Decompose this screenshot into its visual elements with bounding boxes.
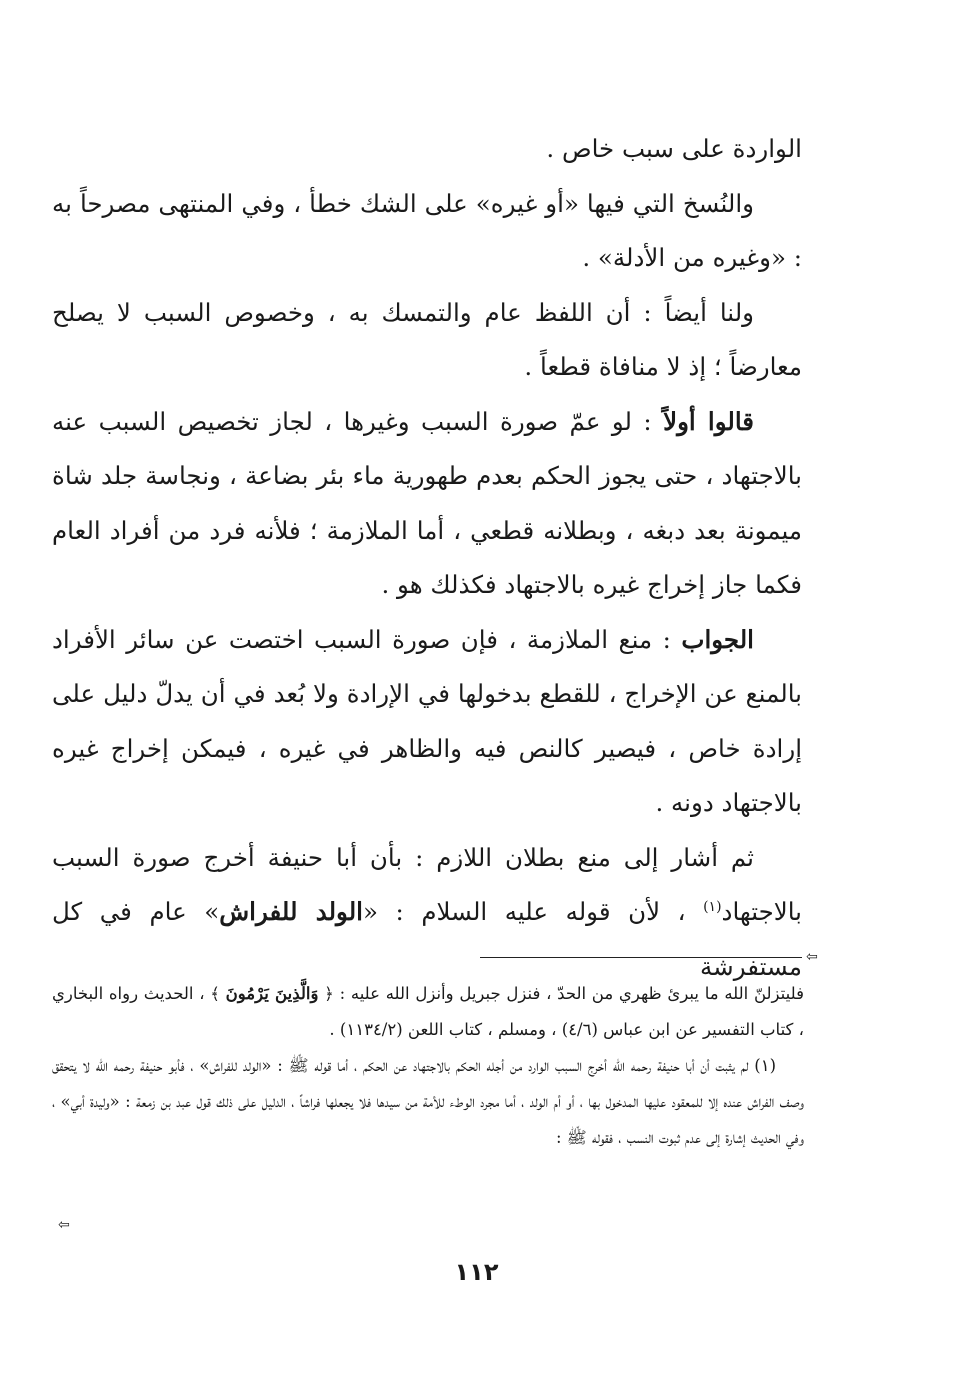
paragraph-4	[52, 395, 802, 613]
separator-line	[480, 957, 802, 958]
paragraph-text: : لو عمّ صورة السبب وغيرها ، لجاز تخصيص السبب عنه بالاجتهاد ، حتى يجوز الحكم بعدم طهورية ماء بئر بضاعة ، ونجاسة جلد شاة ميمونة بعد دبغه ، وبطلانه قطعي ، أما الملازمة ؛ فلأنه فرد من أفراد العام فكما جاز إخراج غيره بالاجتهاد فكذلك هو .	[52, 406, 802, 599]
footnote-text: (١) لم يثبت أن أبا حنيفة رحمه الله أخرج السبب الوارد من أجله الحكم بالاجتهاد عن الحكم ، أما قوله ﷺ : «الولد للفراش» ، فأبو حنيفة رحمه الله لا يتحقق وصف الفراش عنده إلا للمعقود عليها المدخول بها ، أو أم الولد ، أما مجرد الوطء للأمة من سيدها فلا يجعلها فراشاً ، الدليل على ذلك قول عبد بن زمعة : «وليدة أبي» ، وفي الحديث إشارة إلى عدم ثبوت النسب ، فقوله ﷺ :	[52, 1056, 804, 1147]
footnote-ref-1: (١)	[703, 898, 722, 915]
paragraph-text: ، لأن قوله عليه السلام : «	[362, 897, 704, 926]
footnotes	[52, 976, 804, 1156]
continuation-arrow-icon: ⇦	[58, 1217, 70, 1233]
paragraph-2	[52, 177, 802, 286]
paragraph-text: » عام في كل مستفرشة	[52, 897, 802, 981]
paragraph-5	[52, 613, 802, 831]
paragraph-text: ثم أشار إلى منع بطلان اللازم : بأن أبا حنيفة أخرج صورة السبب بالاجتهاد	[52, 842, 802, 926]
paragraph-1	[52, 122, 802, 177]
left-arrow-icon: ⇦	[806, 949, 818, 965]
paragraph-lead: قالوا أولاً	[663, 406, 755, 436]
footnote-continuation	[52, 976, 804, 1048]
footnote-text: فليتزلنّ الله ما يبرئ ظهري من الحدّ ، فنزل جبريل وأنزل الله عليه : ﴿	[318, 984, 804, 1003]
paragraph-text: ولنا أيضاً : أن اللفظ عام والتمسك به ، وخصوص السبب لا يصلح معارضاً ؛ إذ لا منافاة قطعاً .	[52, 297, 802, 381]
hadith-quote: الولد للفراش	[219, 897, 363, 926]
paragraph-3	[52, 286, 802, 395]
main-text	[52, 122, 802, 994]
page-number: ١١٢	[454, 1258, 499, 1286]
paragraph-text: الواردة على سبب خاص .	[546, 134, 802, 163]
quran-quote: وَالَّذِينَ يَرْمُونَ	[225, 984, 319, 1003]
paragraph-6	[52, 831, 802, 995]
footnote-separator	[480, 948, 822, 968]
footnote-text: ﴾ ، الحديث رواه البخاري ، كتاب التفسير عن ابن عباس (٤/٦) ، ومسلم ، كتاب اللعن (١١٣٤/٢) .	[52, 984, 804, 1039]
footnote-1	[52, 1048, 804, 1156]
paragraph-lead: الجواب	[681, 624, 754, 654]
paragraph-text: : منع الملازمة ، فإن صورة السبب اختصت عن سائر الأفراد بالمنع عن الإخراج ، للقطع بدخولها في الإرادة ولا بُعد في أن يدلّ دليل على إرادة خاص ، فيصير كالنص فيه والظاهر في غيره ، فيمكن إخراج غيره بالاجتهاد دونه .	[52, 624, 802, 817]
paragraph-text: والنُسخ التي فيها «أو غيره» على الشك خطأ ، وفي المنتهى مصرحاً به : «وغيره من الأدلة» .	[52, 188, 802, 272]
